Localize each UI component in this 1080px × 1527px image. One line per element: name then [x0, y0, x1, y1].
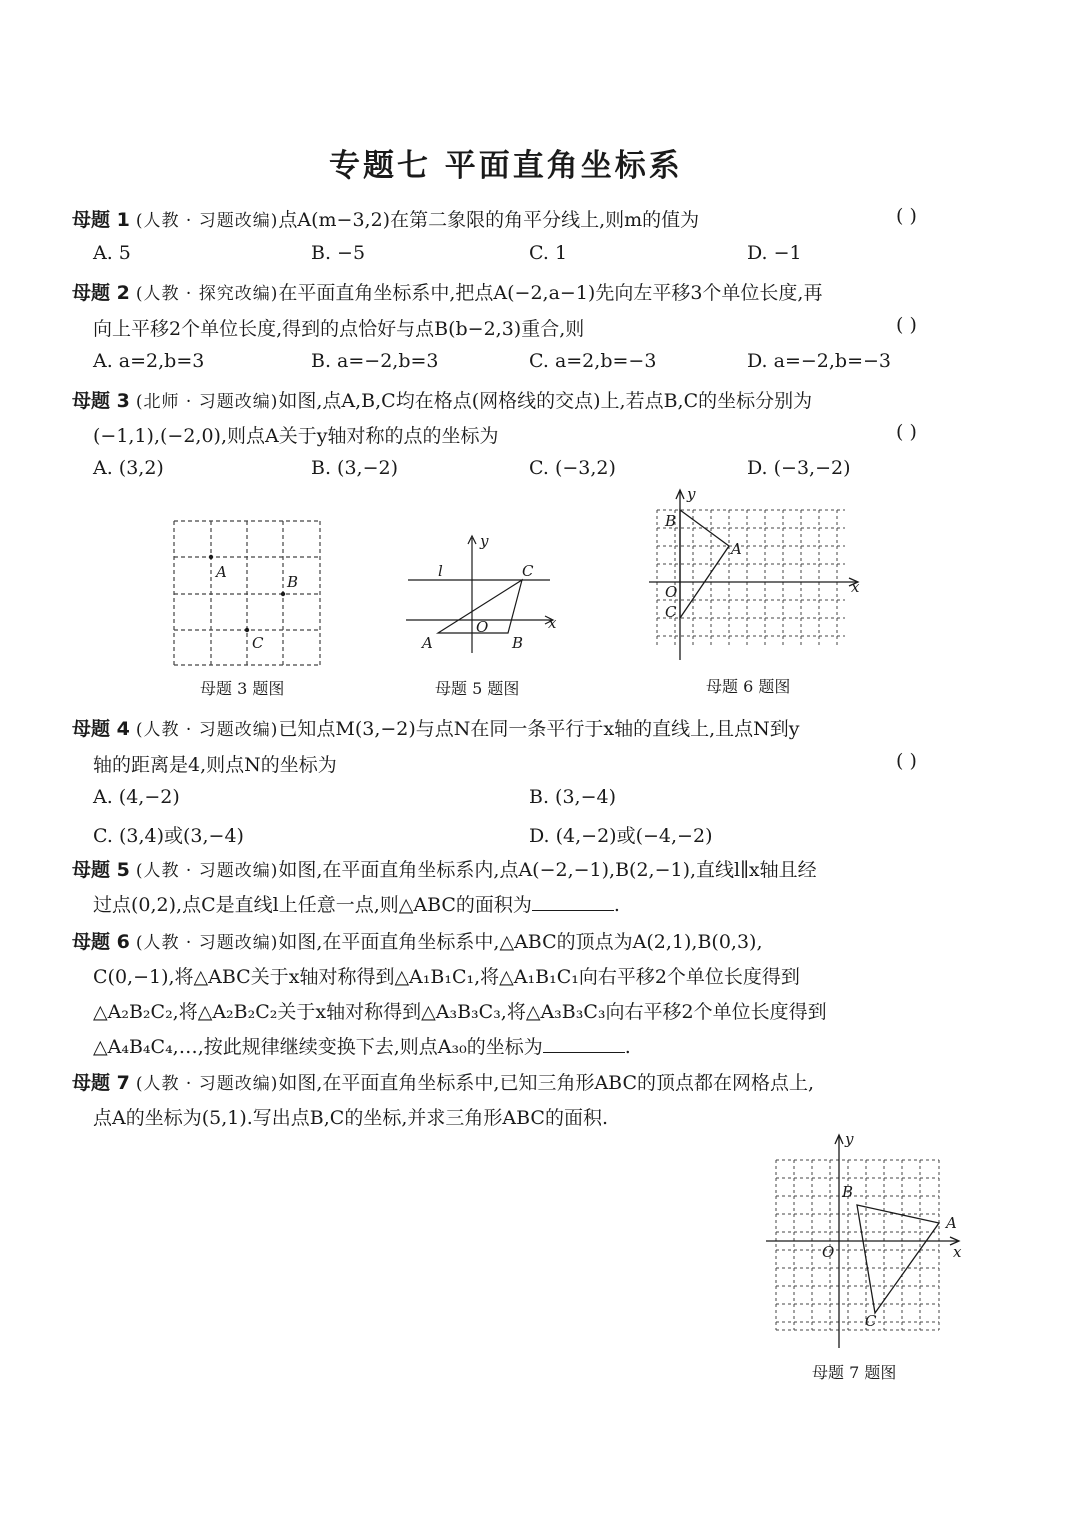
- problem-1-stem: [72, 205, 699, 232]
- problem-6-line4-wrap: [93, 1032, 631, 1059]
- problem-4-line1: 已知点M(3,−2)与点N在同一条平行于x轴的直线上,且点N到y: [278, 718, 800, 740]
- figure-5-label-l: l: [438, 562, 443, 580]
- problem-3-answer-paren: ( ): [896, 421, 917, 443]
- figure-6-label-o: O: [665, 583, 678, 601]
- figure-5-label-b: B: [512, 634, 524, 652]
- problem-2-answer-paren: ( ): [896, 314, 917, 336]
- problem-6-line2: C(0,−1),将△ABC关于x轴对称得到△A₁B₁C₁,将△A₁B₁C₁向右平移2个单位长度得到: [93, 966, 800, 988]
- problem-5-stem: [72, 855, 817, 882]
- figure-7-grid: [776, 1160, 939, 1330]
- figure-3-label-c: C: [252, 634, 264, 652]
- problem-3-option-c: C. (−3,2): [529, 457, 616, 479]
- problem-1-text: 点A(m−3,2)在第二象限的角平分线上,则m的值为: [278, 209, 700, 231]
- figure-5-label-x: x: [548, 614, 557, 632]
- problem-1-option-a: A. 5: [93, 242, 131, 264]
- problem-6-stem: [72, 927, 763, 954]
- problem-4-source: (人教 · 习题改编): [135, 720, 279, 740]
- problem-7-stem: [72, 1068, 814, 1095]
- problem-4-option-a: A. (4,−2): [93, 786, 180, 808]
- problem-2-option-b: B. a=−2,b=3: [311, 350, 439, 372]
- problem-7-source: (人教 · 习题改编): [135, 1074, 279, 1094]
- problem-6-answer-blank: [543, 1036, 625, 1053]
- figure-3-grid: [174, 521, 320, 665]
- problem-2-label: 母题 2: [72, 282, 130, 304]
- figure-3-point-b: [281, 592, 285, 596]
- problem-3-line2: (−1,1),(−2,0),则点A关于y轴对称的点的坐标为: [93, 425, 499, 447]
- figure-7-label-a: A: [946, 1214, 957, 1232]
- problem-3-source: (北师 · 习题改编): [135, 392, 279, 412]
- figure-5-label-a: A: [422, 634, 433, 652]
- figure-7: [762, 1130, 972, 1355]
- problem-5-label: 母题 5: [72, 859, 130, 881]
- problem-7-line2: 点A的坐标为(5,1).写出点B,C的坐标,并求三角形ABC的面积.: [93, 1107, 608, 1129]
- figure-3-point-c: [245, 628, 249, 632]
- figure-7-caption: 母题 7 题图: [812, 1363, 897, 1382]
- problem-2-line2: 向上平移2个单位长度,得到的点恰好与点B(b−2,3)重合,则: [93, 318, 585, 340]
- figure-3-point-a: [209, 555, 213, 559]
- problem-2-stem: [72, 278, 822, 305]
- problem-6-line3: △A₂B₂C₂,将△A₂B₂C₂关于x轴对称得到△A₃B₃C₃,将△A₃B₃C₃向右平移2个单位长度得到: [93, 1001, 827, 1023]
- problem-6-end: .: [624, 1036, 631, 1058]
- figure-6-label-c: C: [665, 603, 677, 621]
- problem-2-option-d: D. a=−2,b=−3: [747, 350, 892, 372]
- figure-5-caption: 母题 5 题图: [435, 679, 520, 698]
- figure-3-label-b: B: [287, 573, 299, 591]
- page-title: 专题七 平面直角坐标系: [329, 148, 683, 184]
- problem-1-option-c: C. 1: [529, 242, 568, 264]
- problem-3-stem: [72, 386, 812, 413]
- problem-5-answer-blank: [532, 894, 614, 911]
- figure-6-label-a: A: [731, 540, 742, 558]
- problem-5-line2: 过点(0,2),点C是直线l上任意一点,则△ABC的面积为: [93, 894, 532, 916]
- problem-3-label: 母题 3: [72, 390, 130, 412]
- figure-5-label-o: O: [476, 618, 489, 636]
- problem-4-stem: [72, 714, 800, 741]
- figure-6-label-b: B: [665, 512, 677, 530]
- problem-4-option-b: B. (3,−4): [529, 786, 617, 808]
- problem-1-option-d: D. −1: [747, 242, 802, 264]
- problem-3-option-d: D. (−3,−2): [747, 457, 851, 479]
- problem-7-label: 母题 7: [72, 1072, 130, 1094]
- figure-3-caption: 母题 3 题图: [200, 679, 285, 698]
- problem-5-source: (人教 · 习题改编): [135, 861, 279, 881]
- figure-6-label-x: x: [851, 578, 860, 596]
- problem-2-line1: 在平面直角坐标系中,把点A(−2,a−1)先向左平移3个单位长度,再: [278, 282, 823, 304]
- problem-3-line1: 如图,点A,B,C均在格点(网格线的交点)上,若点B,C的坐标分别为: [278, 390, 813, 412]
- figure-6-caption: 母题 6 题图: [706, 677, 791, 696]
- problem-4-answer-paren: ( ): [896, 750, 917, 772]
- figure-5: [402, 528, 567, 658]
- figure-3-label-a: A: [216, 563, 227, 581]
- problem-1-answer-paren: ( ): [896, 205, 917, 227]
- figure-6: [645, 485, 865, 665]
- problem-4-option-d: D. (4,−2)或(−4,−2): [529, 825, 713, 847]
- problem-6-line1: 如图,在平面直角坐标系中,△ABC的顶点为A(2,1),B(0,3),: [278, 931, 763, 953]
- figure-7-label-b: B: [842, 1183, 854, 1201]
- problem-6-source: (人教 · 习题改编): [135, 933, 279, 953]
- problem-6-label: 母题 6: [72, 931, 130, 953]
- problem-6-line4: △A₄B₄C₄,…,按此规律继续变换下去,则点A₃₀的坐标为: [93, 1036, 543, 1058]
- problem-5-line1: 如图,在平面直角坐标系内,点A(−2,−1),B(2,−1),直线l∥x轴且经: [278, 859, 817, 881]
- problem-3-option-a: A. (3,2): [93, 457, 164, 479]
- figure-5-label-c: C: [522, 562, 534, 580]
- problem-5-end: .: [613, 894, 620, 916]
- problem-4-option-c: C. (3,4)或(3,−4): [93, 825, 244, 847]
- figure-7-label-y: y: [845, 1130, 854, 1148]
- problem-4-line2: 轴的距离是4,则点N的坐标为: [93, 754, 337, 776]
- figure-3: [168, 515, 328, 675]
- figure-7-label-c: C: [865, 1312, 877, 1330]
- figure-6-label-y: y: [687, 485, 696, 503]
- problem-5-line2-wrap: [93, 890, 620, 917]
- figure-5-label-y: y: [480, 532, 489, 550]
- problem-2-option-c: C. a=2,b=−3: [529, 350, 657, 372]
- problem-2-source: (人教 · 探究改编): [135, 284, 279, 304]
- problem-2-option-a: A. a=2,b=3: [93, 350, 205, 372]
- problem-1-source: (人教 · 习题改编): [135, 211, 279, 231]
- problem-1-option-b: B. −5: [311, 242, 366, 264]
- figure-7-label-x: x: [953, 1243, 962, 1261]
- problem-4-label: 母题 4: [72, 718, 130, 740]
- figure-7-triangle-abc: [857, 1205, 939, 1313]
- problem-1-label: 母题 1: [72, 209, 130, 231]
- figure-7-label-o: O: [822, 1243, 835, 1261]
- figure-6-grid: [657, 510, 845, 645]
- problem-7-line1: 如图,在平面直角坐标系中,已知三角形ABC的顶点都在网格点上,: [278, 1072, 815, 1094]
- problem-3-option-b: B. (3,−2): [311, 457, 399, 479]
